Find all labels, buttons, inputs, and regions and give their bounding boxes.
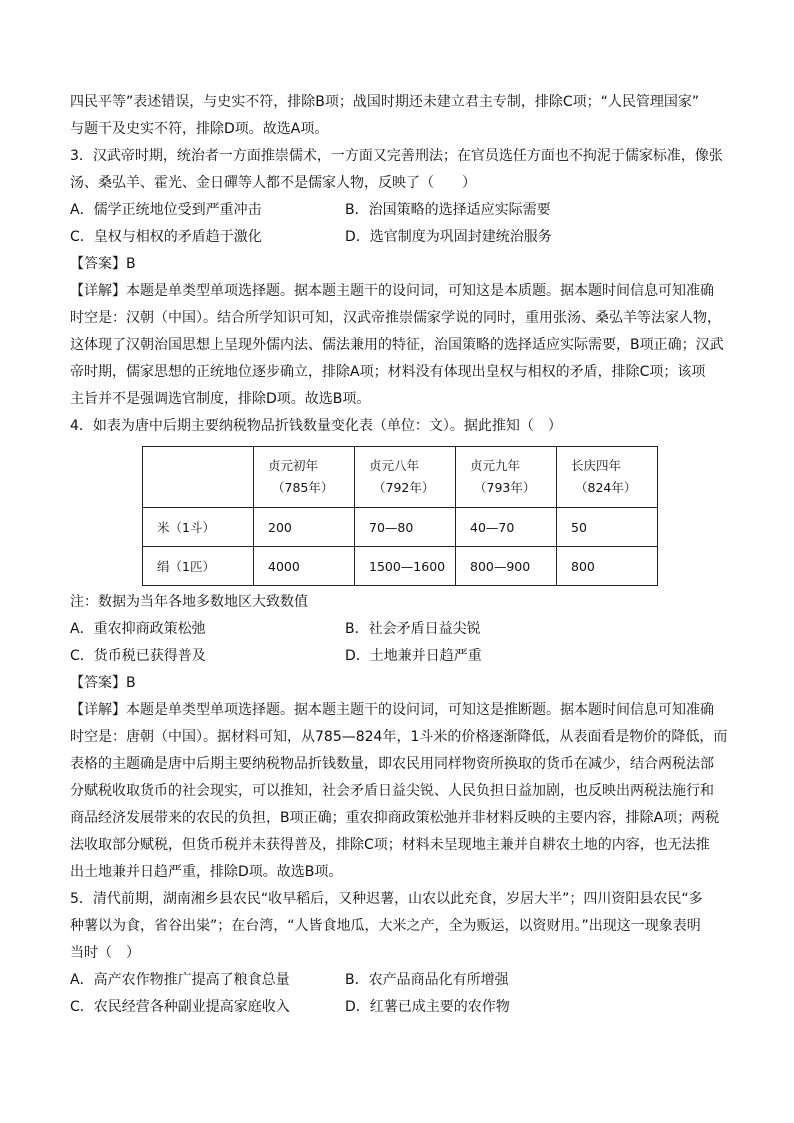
table-header-row [143,447,658,508]
q3-detail-line-1: 【详解】本题是单类型单项选择题。据本题主题干的设问词，可知这是本质题。据本题时间信息可知准确 [70,283,714,299]
table-row-label: 绢（1匹） [143,547,254,586]
q5-stem-line-1: 5．清代前期，湖南湘乡县农民“收早稻后，又种迟薯，山农以此充食，岁居大半”；四川资阳县农民“多 [70,891,703,907]
q3-stem-line-1: 3．汉武帝时期，统治者一方面推崇儒术，一方面又完善刑法；在官员选任方面也不拘泥于儒家标准，像张 [70,148,723,164]
q4-detail-line-2: 时空是：唐朝（中国）。据材料可知，从785—824年，1斗米的价格逐渐降低，从表面看是物价的降低，而 [70,729,728,745]
table-header-cell: 贞元八年 （792年） [355,447,456,508]
table-cell: 70—80 [355,508,456,547]
q3-option-a: A．儒学正统地位受到严重冲击 [70,202,262,218]
table-header-cell: 长庆四年 （824年） [557,447,658,508]
q3-detail-line-4: 帝时期，儒家思想的正统地位逐步确立，排除A项；材料没有体现出皇权与相权的矛盾，排除C项；该项 [70,364,706,380]
q4-detail-line-3: 表格的主题确是唐中后期主要纳税物品折钱数量，即农民用同样物资所换取的货币在减少，结合两税法部 [70,756,714,772]
q5-option-d: D．红薯已成主要的农作物 [345,999,510,1015]
q4-detail-line-7: 出土地兼并日趋严重，排除D项。故选B项。 [70,864,343,880]
q5-stem-line-3: 当时（ ） [70,945,140,961]
q4-detail-line-4: 分赋税收取货币的社会现实，可以推知，社会矛盾日益尖锐、人民负担日益加剧，也反映出两税法施行和 [70,783,714,799]
q3-option-c: C．皇权与相权的矛盾趋于激化 [70,229,262,245]
table-header-cell: 贞元九年 （793年） [456,447,557,508]
q3-option-d: D．选官制度为巩固封建统治服务 [345,229,552,245]
q4-answer: 【答案】B [70,675,136,691]
table-cell: 1500—1600 [355,547,456,586]
q3-stem-line-2: 汤、桑弘羊、霍光、金日磾等人都不是儒家人物，反映了（ ） [70,175,476,191]
q4-detail-line-5: 商品经济发展带来的农民的负担，B项正确；重农抑商政策松弛并非材料反映的主要内容，排除A项；两税 [70,810,720,826]
q4-table-note: 注：数据为当年各地多数地区大致数值 [70,594,308,610]
q4-detail-line-1: 【详解】本题是单类型单项选择题。据本题主题干的设问词，可知这是推断题。据本题时间信息可知准确 [70,702,714,718]
q4-option-c: C．货币税已获得普及 [70,648,206,664]
q4-detail-line-6: 法收取部分赋税，但货币税并未获得普及，排除C项；材料未呈现地主兼并自耕农土地的内容，也无法推 [70,837,710,853]
table-cell: 4000 [254,547,355,586]
q3-detail-line-3: 这体现了汉朝治国思想上呈现外儒内法、儒法兼用的特征，治国策略的选择适应实际需要，B项正确；汉武 [70,337,724,353]
intro-line-1: 四民平等”表述错误，与史实不符，排除B项；战国时期还未建立君主专制，排除C项；“人民管理国家” [70,94,700,110]
table-corner-cell [143,447,254,508]
q5-stem-line-2: 种薯以为食，省谷出粜”；在台湾，“人皆食地瓜，大米之产，全为贩运，以资财用。”出现这一现象表明 [70,918,701,934]
table-row [143,508,658,547]
q3-answer: 【答案】B [70,256,136,272]
q4-option-a: A．重农抑商政策松弛 [70,621,206,637]
price-table [142,446,658,586]
table-cell: 200 [254,508,355,547]
q5-option-a: A．高产农作物推广提高了粮食总量 [70,972,290,988]
table-cell: 50 [557,508,658,547]
table-header-cell: 贞元初年 （785年） [254,447,355,508]
q4-option-d: D．土地兼并日趋严重 [345,648,482,664]
table-cell: 800—900 [456,547,557,586]
q3-detail-line-2: 时空是：汉朝（中国）。结合所学知识可知，汉武帝推崇儒家学说的同时，重用张汤、桑弘羊等法家人物， [70,310,721,326]
q4-stem: 4．如表为唐中后期主要纳税物品折钱数量变化表（单位：文）。据此推知（ ） [70,418,562,434]
q4-option-b: B．社会矛盾日益尖锐 [345,621,481,637]
q3-detail-line-5: 主旨并不是强调选官制度，排除D项。故选B项。 [70,391,371,407]
q3-option-b: B．治国策略的选择适应实际需要 [345,202,551,218]
table-cell: 800 [557,547,658,586]
table-row [143,547,658,586]
intro-line-2: 与题干及史实不符，排除D项。故选A项。 [70,121,329,137]
table-cell: 40—70 [456,508,557,547]
q5-option-b: B．农产品商品化有所增强 [345,972,509,988]
table-row-label: 米（1斗） [143,508,254,547]
q5-option-c: C．农民经营各种副业提高家庭收入 [70,999,290,1015]
